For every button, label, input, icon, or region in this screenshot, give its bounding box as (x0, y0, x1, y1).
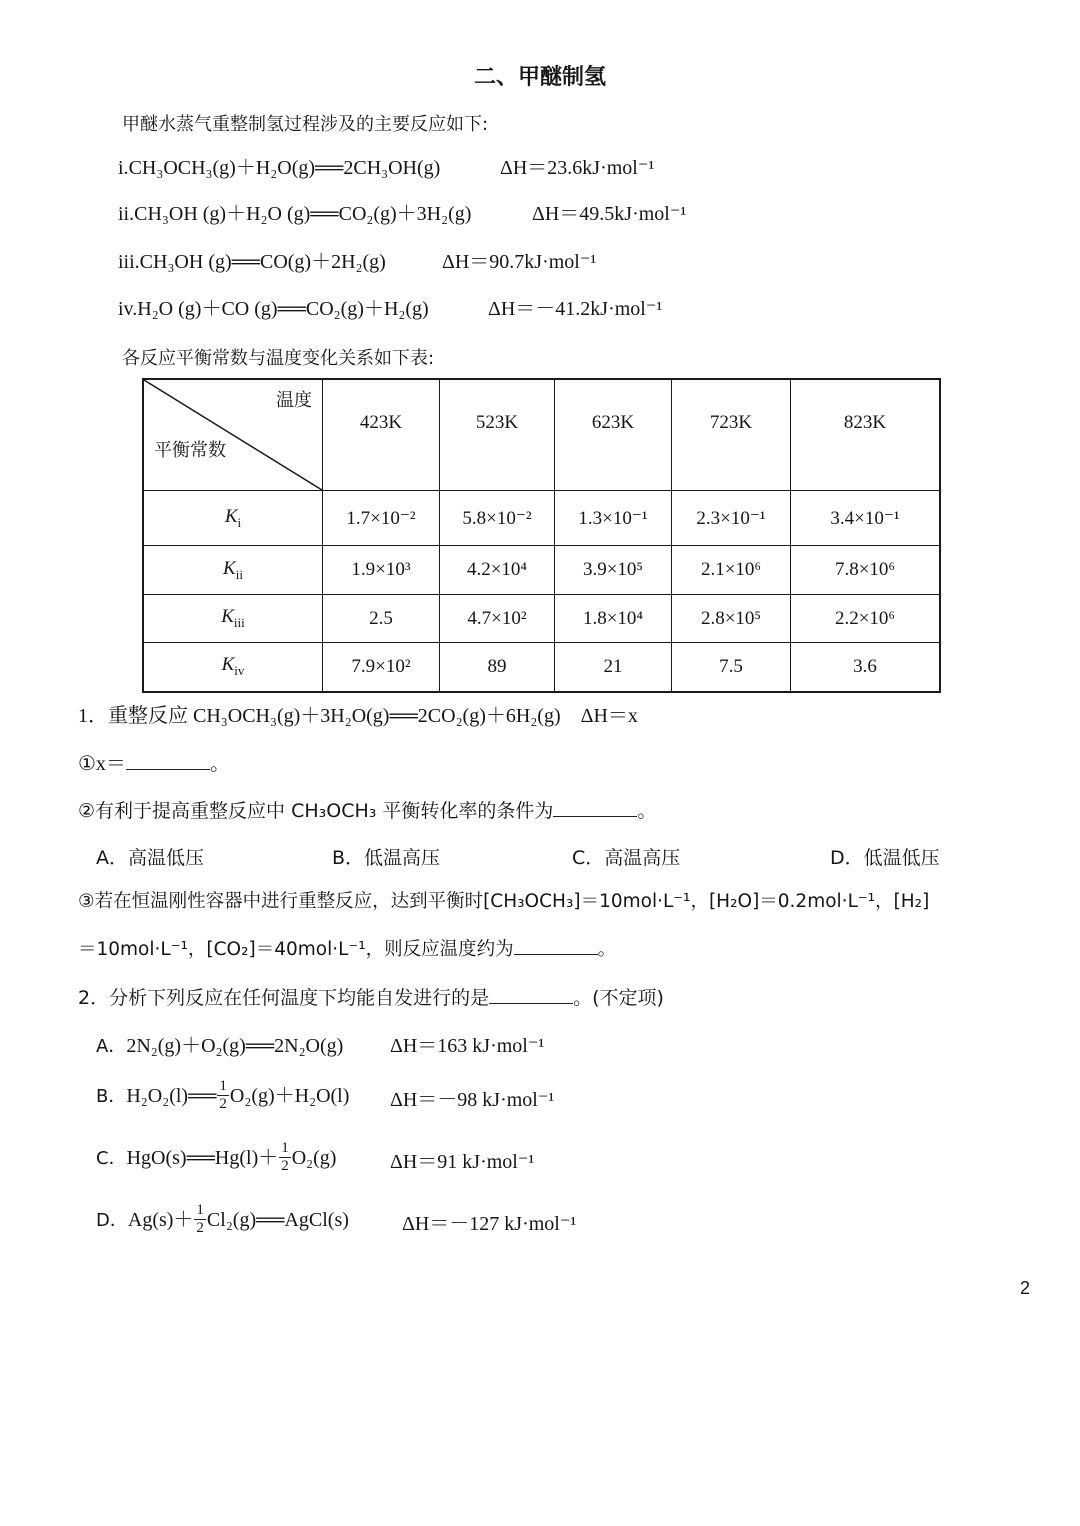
q1-sub1: ①x＝ 。 (78, 753, 230, 775)
answer-blank[interactable] (126, 751, 210, 770)
answer-blank[interactable] (553, 798, 637, 817)
q1-sub3-line2: ＝10mol·L⁻¹，[CO₂]＝40mol·L⁻¹，则反应温度约为 。 (78, 936, 616, 964)
table-cell: 4.7×10² (440, 595, 555, 643)
table-cell: 1.7×10⁻² (323, 491, 440, 546)
q2-option-a[interactable]: A．2N₂(g)＋O₂(g)══2N₂O(g) (96, 1035, 344, 1057)
row-label: $K_{iv}$ (143, 643, 323, 692)
temp-header: 723K (672, 379, 791, 491)
corner-temp-label: 温度 (276, 390, 312, 411)
q2-option-a-dh: ΔH＝163 kJ·mol⁻¹ (390, 1035, 545, 1057)
q2-option-b[interactable]: B．H₂O₂(l)══ $\frac{1}{2}$ O₂(g)＋H₂O(l) (96, 1078, 350, 1112)
table-cell: 7.9×10² (323, 643, 440, 692)
table-cell: 7.5 (672, 643, 791, 692)
fraction: $\frac{1}{2}$ (281, 1140, 289, 1174)
row-label: $K_i$ (143, 491, 323, 546)
table-cell: 4.2×10⁴ (440, 546, 555, 595)
page-number: 2 (1020, 1278, 1031, 1298)
table-row (143, 546, 940, 595)
reaction-i: i.CH₃OCH₃(g)＋H₂O(g)══2CH₃OH(g) (118, 157, 441, 179)
q1-option-d[interactable]: D．低温低压 (830, 847, 940, 869)
q1-option-b[interactable]: B．低温高压 (332, 847, 441, 869)
q1-stem: 1．重整反应 CH₃OCH₃(g)＋3H₂O(g)══2CO₂(g)＋6H₂(g) ΔH＝x (78, 705, 638, 727)
table-cell: 2.3×10⁻¹ (672, 491, 791, 546)
table-cell: 7.8×10⁶ (791, 546, 941, 595)
temp-header: 523K (440, 379, 555, 491)
table-cell: 2.1×10⁶ (672, 546, 791, 595)
row-label: $K_{iii}$ (143, 595, 323, 643)
q1-option-c[interactable]: C．高温高压 (572, 847, 681, 869)
table-cell: 3.6 (791, 643, 941, 692)
table-cell: 3.4×10⁻¹ (791, 491, 941, 546)
q2-option-c[interactable]: C．HgO(s)══Hg(l)＋ $\frac{1}{2}$ O₂(g) (96, 1140, 337, 1174)
table-row (143, 491, 940, 546)
q1-option-a[interactable]: A．高温低压 (96, 847, 204, 869)
intro-text: 甲醚水蒸气重整制氢过程涉及的主要反应如下: (122, 114, 489, 135)
table-row (143, 643, 940, 692)
row-label: $K_{ii}$ (143, 546, 323, 595)
reaction-ii-dh: ΔH＝49.5kJ·mol⁻¹ (532, 203, 687, 225)
reaction-iv: iv.H₂O (g)＋CO (g)══CO₂(g)＋H₂(g) (118, 298, 429, 320)
corner-k-label: 平衡常数 (154, 440, 226, 461)
q1-sub2: ②有利于提高重整反应中 CH₃OCH₃ 平衡转化率的条件为 。 (78, 800, 657, 822)
table-row (143, 595, 940, 643)
table-cell: 1.3×10⁻¹ (555, 491, 672, 546)
answer-blank[interactable] (489, 985, 573, 1004)
reaction-i-dh: ΔH＝23.6kJ·mol⁻¹ (500, 157, 655, 179)
q1-sub3-line1: ③若在恒温刚性容器中进行重整反应，达到平衡时[CH₃OCH₃]＝10mol·L⁻¹，[H₂O]＝0.2mol·L⁻¹，[H₂] (78, 891, 930, 912)
answer-blank[interactable] (514, 936, 598, 955)
q2-option-d-dh: ΔH＝－127 kJ·mol⁻¹ (402, 1213, 577, 1235)
table-intro: 各反应平衡常数与温度变化关系如下表: (122, 348, 435, 369)
table-cell: 2.5 (323, 595, 440, 643)
equilibrium-table (142, 378, 941, 693)
reaction-ii: ii.CH₃OH (g)＋H₂O (g)══CO₂(g)＋3H₂(g) (118, 203, 472, 225)
table-cell: 2.2×10⁶ (791, 595, 941, 643)
table-cell: 2.8×10⁵ (672, 595, 791, 643)
q2-stem: 2．分析下列反应在任何温度下均能自发进行的是 。(不定项) (78, 987, 664, 1009)
reaction-iii: iii.CH₃OH (g)══CO(g)＋2H₂(g) (118, 251, 386, 273)
q2-option-b-dh: ΔH＝－98 kJ·mol⁻¹ (390, 1089, 555, 1111)
reaction-iii-dh: ΔH＝90.7kJ·mol⁻¹ (442, 251, 597, 273)
table-cell: 89 (440, 643, 555, 692)
q2-option-c-dh: ΔH＝91 kJ·mol⁻¹ (390, 1151, 535, 1173)
temp-header: 623K (555, 379, 672, 491)
table-cell: 21 (555, 643, 672, 692)
table-cell: 1.8×10⁴ (555, 595, 672, 643)
table-corner-cell (143, 379, 323, 491)
q2-option-d[interactable]: D．Ag(s)＋ $\frac{1}{2}$ Cl₂(g)══AgCl(s) (96, 1202, 349, 1236)
table-cell: 3.9×10⁵ (555, 546, 672, 595)
reaction-iv-dh: ΔH＝－41.2kJ·mol⁻¹ (488, 298, 663, 320)
fraction: $\frac{1}{2}$ (219, 1078, 227, 1112)
table-cell: 1.9×10³ (323, 546, 440, 595)
table-cell: 5.8×10⁻² (440, 491, 555, 546)
section-title: 二、甲醚制氢 (473, 65, 606, 90)
fraction: $\frac{1}{2}$ (196, 1202, 204, 1236)
temp-header: 423K (323, 379, 440, 491)
temp-header: 823K (791, 379, 941, 491)
